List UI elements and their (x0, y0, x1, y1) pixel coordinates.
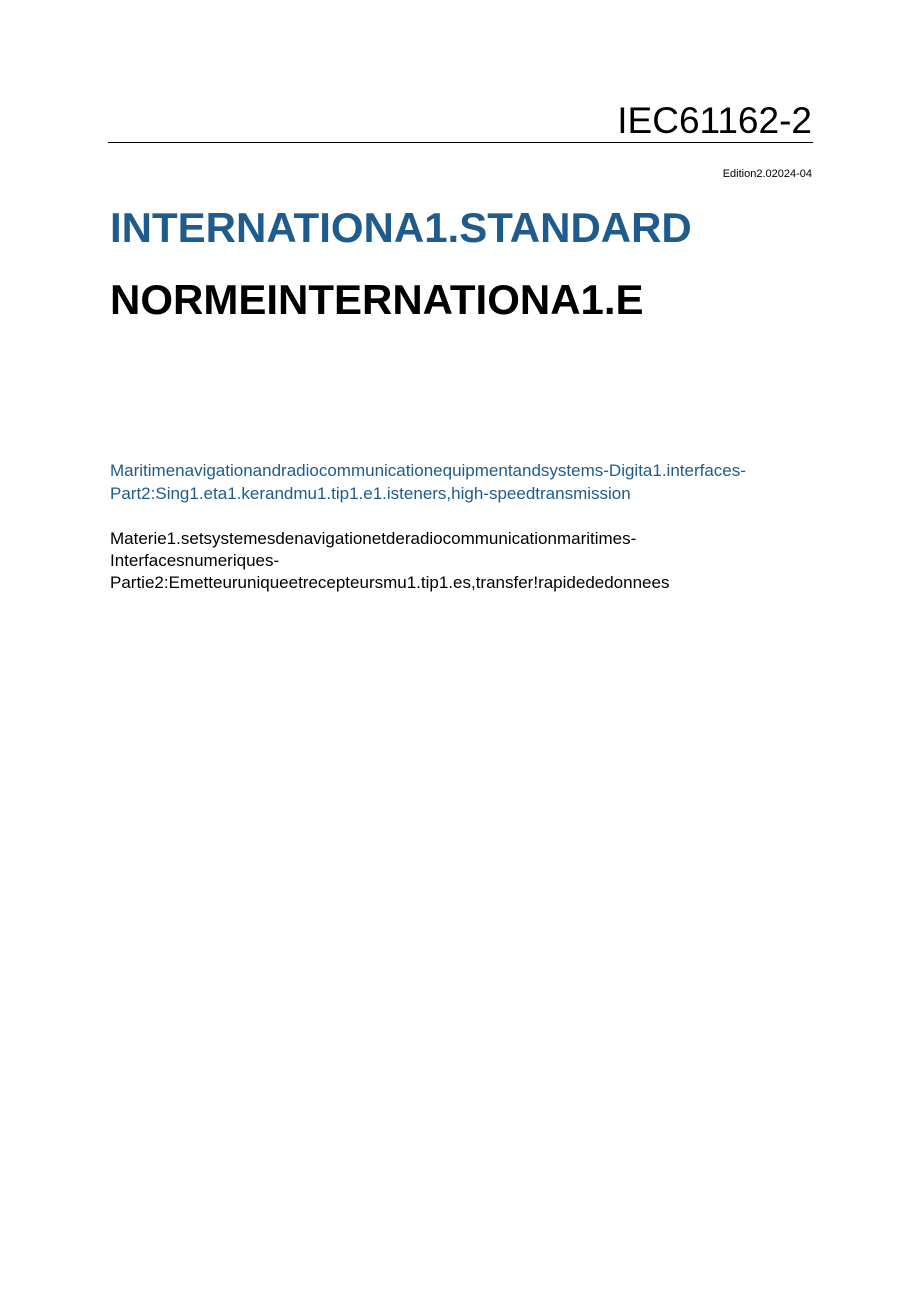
edition-label: Edition2.02024-04 (722, 168, 812, 180)
subtitle-french (110, 528, 820, 594)
subtitle-english-line-2: Part2:Sing1.eta1.kerandmu1.tip1.e1.isteners,high-speedtransmission (110, 484, 631, 503)
subtitle-english (110, 459, 820, 505)
title-english: INTERNATIONA1.STANDARD (110, 204, 692, 251)
title-french: NORMEINTERNATIONA1.E (110, 276, 644, 323)
subtitle-french-line-2: Interfacesnumeriques- (110, 551, 280, 570)
subtitle-french-line-3: Partie2:Emetteuruniqueetrecepteursmu1.tip1.es,transfer!rapidededonnees (110, 573, 670, 592)
subtitle-french-line-1: Materie1.setsystemesdenavigationetderadiocommunicationmaritimes- (110, 529, 637, 548)
subtitle-english-line-1: Maritimenavigationandradiocommunicationequipmentandsystems-Digita1.interfaces- (110, 461, 746, 480)
header-divider (108, 142, 813, 143)
document-number: IEC61162-2 (617, 100, 812, 141)
